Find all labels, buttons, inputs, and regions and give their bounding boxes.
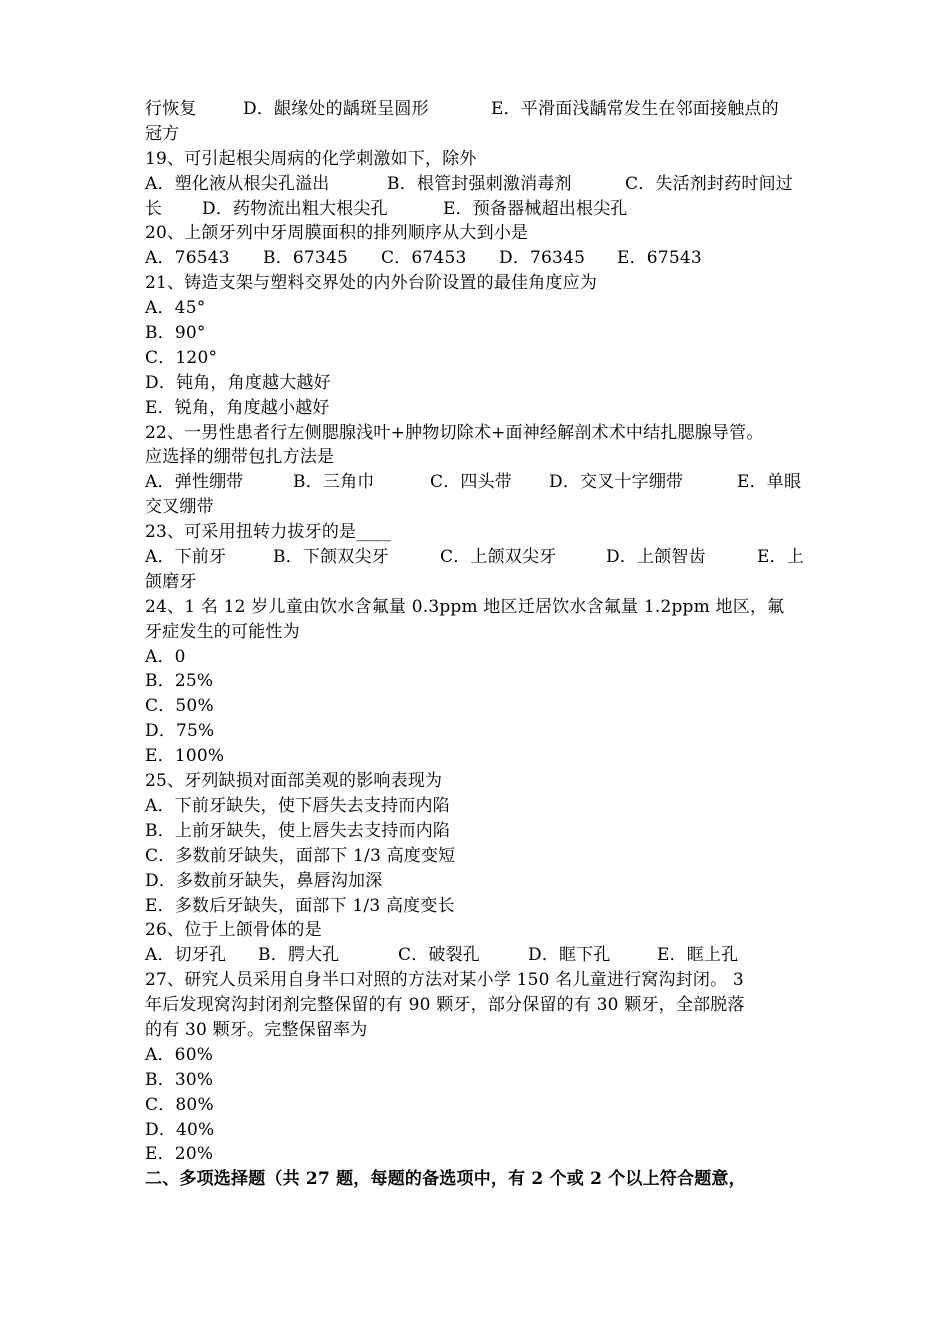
text-segment: C．上颌双尖牙 — [440, 547, 557, 568]
text-line — [145, 371, 810, 396]
text-segment: A．切牙孔 — [145, 945, 227, 966]
text-line — [145, 694, 810, 719]
text-segment: E．20% — [145, 1144, 214, 1165]
text-segment: E．预备器械超出根尖孔 — [443, 198, 628, 219]
text-segment: 应选择的绷带包扎方法是 — [145, 447, 335, 468]
text-line — [145, 869, 810, 894]
text-line — [145, 97, 810, 122]
text-segment: 21、铸造支架与塑料交界处的内外台阶设置的最佳角度应为 — [145, 273, 598, 294]
text-line — [145, 122, 810, 147]
text-line — [145, 520, 810, 545]
text-line — [145, 495, 810, 520]
text-line — [145, 819, 810, 844]
text-line — [145, 968, 810, 993]
text-segment: D．交叉十字绷带 — [549, 472, 684, 493]
text-segment: C．四头带 — [430, 472, 513, 493]
text-line — [145, 669, 810, 694]
text-segment: 20、上颌牙列中牙周膜面积的排列顺序从大到小是 — [145, 223, 529, 244]
text-line — [145, 470, 810, 495]
text-segment: A．60% — [145, 1044, 214, 1065]
text-segment: B．上前牙缺失，使上唇失去支持而内陷 — [145, 820, 451, 841]
text-segment: A．塑化液从根尖孔溢出 — [145, 173, 330, 194]
text-segment: 颌磨牙 — [145, 571, 197, 592]
text-segment: C．多数前牙缺失，面部下 1/3 高度变短 — [145, 845, 456, 866]
text-line — [145, 396, 810, 421]
text-segment: 26、位于上颌骨体的是 — [145, 920, 322, 941]
text-segment: C．67453 — [381, 248, 467, 269]
text-line — [145, 918, 810, 943]
text-segment: E．单眼 — [737, 472, 802, 493]
text-segment: D．钝角，角度越大越好 — [145, 372, 331, 393]
text-line — [145, 346, 810, 371]
text-line — [145, 147, 810, 172]
text-line — [145, 620, 810, 645]
text-segment: A．下前牙缺失，使下唇失去支持而内陷 — [145, 795, 450, 816]
text-line — [145, 271, 810, 296]
text-line — [145, 197, 810, 222]
text-segment: 交叉绷带 — [145, 497, 214, 518]
text-segment: 的有 30 颗牙。完整保留率为 — [145, 1019, 368, 1040]
text-segment: A．76543 — [145, 248, 230, 269]
text-line — [145, 321, 810, 346]
text-segment: C．50% — [145, 696, 214, 717]
text-line — [145, 1167, 810, 1192]
text-segment: B．30% — [145, 1069, 214, 1090]
text-line — [145, 894, 810, 919]
text-segment: D．眶下孔 — [528, 945, 611, 966]
text-segment: 长 — [145, 198, 163, 219]
text-segment: C．120° — [145, 347, 218, 368]
text-line — [145, 769, 810, 794]
text-line — [145, 595, 810, 620]
text-line — [145, 993, 810, 1018]
text-segment: 27、研究人员采用自身半口对照的方法对某小学 150 名儿童进行窝沟封闭。 3 — [145, 970, 744, 991]
text-segment: B．根管封强刺激消毒剂 — [387, 173, 572, 194]
text-segment: 19、可引起根尖周病的化学刺激如下，除外 — [145, 148, 477, 169]
text-line — [145, 744, 810, 769]
text-segment: A．下前牙 — [145, 547, 227, 568]
text-line — [145, 1018, 810, 1043]
text-segment: 行恢复 — [145, 99, 197, 119]
text-segment: C．破裂孔 — [398, 945, 481, 966]
text-line — [145, 1118, 810, 1143]
text-line — [145, 1142, 810, 1167]
text-line — [145, 1093, 810, 1118]
text-segment: 23、可采用扭转力拔牙的是____ — [145, 522, 392, 543]
text-segment: E．100% — [145, 746, 225, 767]
text-segment: 年后发现窝沟封闭剂完整保留的有 90 颗牙，部分保留的有 30 颗牙，全部脱落 — [145, 995, 745, 1016]
text-segment: D．40% — [145, 1119, 215, 1140]
text-segment: 冠方 — [145, 123, 180, 144]
text-segment: C．失活剂封药时间过 — [625, 173, 794, 194]
text-segment: E．多数后牙缺失，面部下 1/3 高度变长 — [145, 895, 455, 916]
text-line — [145, 570, 810, 595]
text-line — [145, 943, 810, 968]
text-line — [145, 794, 810, 819]
text-line — [145, 844, 810, 869]
text-segment: E．眶上孔 — [657, 945, 739, 966]
text-line — [145, 445, 810, 470]
text-line — [145, 421, 810, 446]
text-segment: A．45° — [145, 298, 206, 319]
text-segment: 二、多项选择题（共 27 题，每题的备选项中，有 2 个或 2 个以上符合题意， — [145, 1169, 746, 1190]
text-segment: E．平滑面浅龋常发生在邻面接触点的 — [491, 99, 779, 119]
text-segment: A．弹性绷带 — [145, 472, 244, 493]
text-segment: B．下颌双尖牙 — [273, 547, 389, 568]
text-segment: D．76345 — [499, 248, 586, 269]
text-segment: B．90° — [145, 323, 206, 344]
text-line — [145, 246, 810, 271]
text-line — [145, 221, 810, 246]
text-segment: D．多数前牙缺失，鼻唇沟加深 — [145, 870, 383, 891]
text-segment: 24、1 名 12 岁儿童由饮水含氟量 0.3ppm 地区迁居饮水含氟量 1.2ppm 地区，氟 — [145, 596, 785, 617]
exam-text — [145, 97, 810, 1192]
text-segment: B．三角巾 — [293, 472, 375, 493]
text-line — [145, 545, 810, 570]
text-segment: 牙症发生的可能性为 — [145, 621, 300, 642]
text-line — [145, 1068, 810, 1093]
text-segment: E．67543 — [617, 248, 702, 269]
text-line — [145, 719, 810, 744]
text-segment: 25、牙列缺损对面部美观的影响表现为 — [145, 771, 443, 792]
text-segment: D．龈缘处的龋斑呈圆形 — [243, 99, 429, 119]
text-segment: D．药物流出粗大根尖孔 — [202, 198, 388, 219]
text-segment: D．上颌智齿 — [606, 547, 706, 568]
text-segment: A．0 — [145, 646, 186, 667]
text-segment: C．80% — [145, 1094, 214, 1115]
text-segment: B．腭大孔 — [258, 945, 340, 966]
text-segment: B．25% — [145, 671, 214, 692]
text-line — [145, 172, 810, 197]
text-line — [145, 645, 810, 670]
text-segment: E．锐角，角度越小越好 — [145, 397, 330, 418]
text-segment: 22、一男性患者行左侧腮腺浅叶+肿物切除术+面神经解剖术术中结扎腮腺导管。 — [145, 422, 764, 443]
text-line — [145, 1043, 810, 1068]
text-segment: E．上 — [757, 547, 805, 568]
text-line — [145, 296, 810, 321]
text-segment: B．67345 — [263, 248, 348, 269]
text-segment: D．75% — [145, 721, 215, 742]
